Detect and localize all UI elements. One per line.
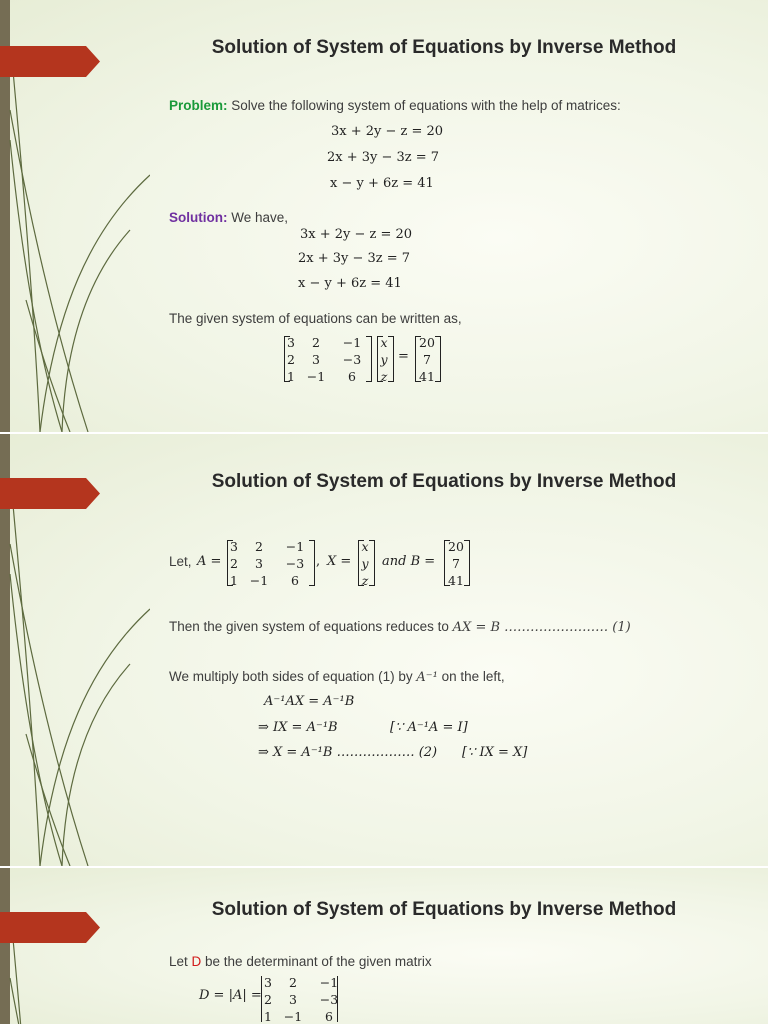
- problem-equation-2: 2x + 3y − 3z = 7: [327, 150, 440, 165]
- matrix-a-cell: 6: [348, 369, 356, 384]
- problem-label: Problem:: [169, 98, 228, 113]
- step-3: ⇒ X = A⁻¹B ……………… (2): [258, 745, 438, 760]
- vector-b-cell: 20: [419, 335, 435, 350]
- problem-equation-1: 3x + 2y − z = 20: [331, 124, 444, 139]
- solution-text: We have,: [227, 210, 289, 225]
- matrix-a: [227, 538, 313, 589]
- matrix-a-cell: 1: [230, 573, 238, 588]
- page-title: Solution of System of Equations by Inverse Method: [211, 471, 677, 492]
- vector-b-right-bracket: [435, 336, 441, 382]
- vector-x-cell: z: [361, 573, 369, 588]
- det-right-bar: [337, 976, 338, 1022]
- solution-equation-2: 2x + 3y − 3z = 7: [298, 251, 411, 266]
- matrix-a-cell: −3: [342, 352, 362, 367]
- reduce-text: Then the given system of equations reduces to: [169, 619, 453, 634]
- det-equals: D = |A| =: [199, 988, 262, 1003]
- page-title: Solution of System of Equations by Inverse Method: [211, 37, 677, 58]
- matrix-a-cell: 3: [255, 556, 263, 571]
- reduce-statement: [169, 619, 631, 635]
- problem-statement: [169, 98, 621, 113]
- problem-text: Solve the following system of equations with the help of matrices:: [227, 98, 621, 113]
- matrix-a-right-bracket: [309, 540, 315, 586]
- given-system-text: The given system of equations can be written as,: [169, 311, 462, 326]
- vector-b-cell: 20: [448, 539, 464, 554]
- slide-1: [0, 0, 768, 432]
- step-1: A⁻¹AX = A⁻¹B: [264, 694, 355, 709]
- multiply-suffix: on the left,: [437, 669, 505, 684]
- multiply-text: We multiply both sides of equation (1) by: [169, 669, 417, 684]
- comma: ,: [316, 554, 321, 569]
- determinant-matrix: [261, 974, 347, 1024]
- matrix-a-cell: 3: [287, 335, 295, 350]
- title-tag: [0, 46, 100, 77]
- matrix-a-cell: −1: [306, 369, 326, 384]
- matrix-a-cell: 2: [230, 556, 238, 571]
- multiply-math: A⁻¹: [416, 670, 438, 685]
- matrix-a-cell: 2: [255, 539, 263, 554]
- vector-b-cell: 41: [448, 573, 464, 588]
- page-title: Solution of System of Equations by Inverse Method: [211, 899, 677, 920]
- a-equals: A =: [197, 554, 222, 569]
- x-equals: X =: [327, 554, 352, 569]
- solution-equation-1: 3x + 2y − z = 20: [300, 227, 413, 242]
- problem-equation-3: x − y + 6z = 41: [330, 176, 434, 191]
- vector-x-cell: y: [361, 556, 369, 571]
- and-b-equals: and B =: [382, 554, 436, 569]
- vector-b-cell: 41: [419, 369, 435, 384]
- matrix-a-cell: 3: [230, 539, 238, 554]
- vector-b-cell: 7: [423, 352, 431, 367]
- det-cell: 1: [264, 1009, 272, 1024]
- det-cell: 6: [325, 1009, 333, 1024]
- det-cell: −1: [283, 1009, 303, 1024]
- solution-equation-3: x − y + 6z = 41: [298, 276, 402, 291]
- multiply-statement: [169, 669, 505, 685]
- det-cell: 2: [289, 975, 297, 990]
- step-2-reason: [∵ A⁻¹A = I]: [390, 720, 468, 735]
- let-prefix: Let,: [169, 554, 192, 569]
- matrix-a-cell: 2: [287, 352, 295, 367]
- det-text: be the determinant of the given matrix: [201, 954, 432, 969]
- step-2: ⇒ IX = A⁻¹B: [258, 720, 338, 735]
- vector-x-right-bracket: [388, 336, 394, 382]
- solution-label: Solution:: [169, 210, 228, 225]
- vector-x-cell: y: [380, 352, 388, 367]
- determinant-statement: [169, 954, 432, 969]
- slide-3: [0, 868, 768, 1024]
- matrix-a-cell: 3: [312, 352, 320, 367]
- vector-x-cell: x: [380, 335, 388, 350]
- solution-statement: [169, 210, 288, 225]
- matrix-a-cell: −1: [285, 539, 305, 554]
- vector-b-cell: 7: [452, 556, 460, 571]
- vector-x-cell: z: [380, 369, 388, 384]
- det-cell: 3: [289, 992, 297, 1007]
- title-tag: [0, 478, 100, 509]
- det-cell: 2: [264, 992, 272, 1007]
- let-text: Let: [169, 954, 192, 969]
- det-cell: 3: [264, 975, 272, 990]
- det-cell: −3: [319, 992, 339, 1007]
- matrix-a-cell: 6: [291, 573, 299, 588]
- reduce-math: AX = B …………………… (1): [452, 620, 631, 635]
- step-3-reason: [∵ IX = X]: [462, 745, 528, 760]
- matrix-a-cell: 2: [312, 335, 320, 350]
- slide-2: [0, 434, 768, 866]
- vector-x-cell: x: [361, 539, 369, 554]
- vector-b-right-bracket: [464, 540, 470, 586]
- matrix-a-cell: 1: [287, 369, 295, 384]
- matrix-a-right-bracket: [366, 336, 372, 382]
- matrix-a-cell: −1: [342, 335, 362, 350]
- matrix-a-cell: −3: [285, 556, 305, 571]
- decorative-curves: [0, 868, 150, 1024]
- d-symbol: D: [191, 954, 202, 969]
- matrix-a: [284, 334, 370, 385]
- title-tag: [0, 912, 100, 943]
- equals-sign: =: [398, 349, 409, 364]
- vector-x-right-bracket: [369, 540, 375, 586]
- matrix-a-cell: −1: [249, 573, 269, 588]
- det-cell: −1: [319, 975, 339, 990]
